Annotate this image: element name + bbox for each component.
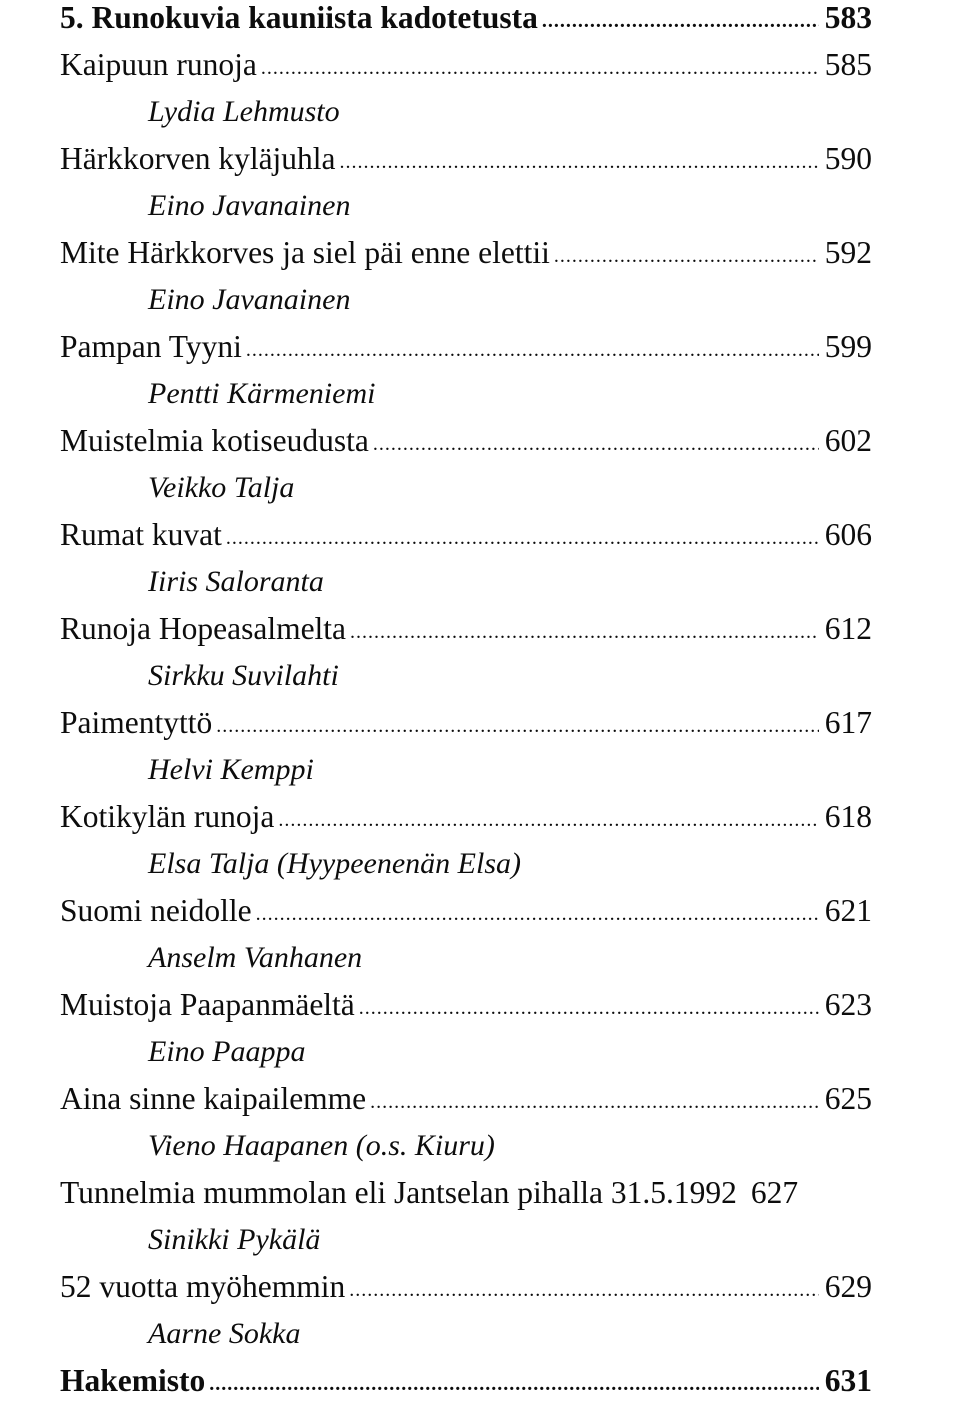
toc-entry [60, 229, 872, 276]
entry-author: Aarne Sokka [148, 1317, 301, 1350]
entry-author: Veikko Talja [148, 471, 295, 504]
toc-entry [60, 981, 872, 1028]
index-title: Hakemisto [60, 1363, 206, 1398]
entry-author: Eino Javanainen [148, 283, 351, 316]
index-row [60, 1357, 872, 1404]
entry-author: Sirkku Suvilahti [148, 659, 339, 692]
entry-author: Elsa Talja (Hyypeenenän Elsa) [148, 847, 521, 880]
section-heading: 5. Runokuvia kauniista kadotetusta [60, 0, 538, 35]
dot-leader [350, 609, 819, 656]
entry-author: Sinikki Pykälä [148, 1223, 321, 1256]
entry-title: Pampan Tyyni [60, 329, 242, 364]
toc-entry [60, 323, 872, 370]
entry-title: Runoja Hopeasalmelta [60, 611, 347, 646]
entry-author: Eino Paappa [148, 1035, 306, 1068]
dot-leader [370, 1079, 819, 1126]
entry-title: Muistoja Paapanmäeltä [60, 987, 355, 1022]
page-number: 606 [824, 517, 872, 552]
toc-entry [60, 793, 872, 840]
table-of-contents [60, 0, 872, 1404]
toc-entry [60, 1169, 872, 1216]
toc-entry [60, 1263, 872, 1310]
page-number: 612 [824, 611, 872, 646]
toc-entry [60, 417, 872, 464]
entry-author: Anselm Vanhanen [148, 941, 363, 974]
entry-author: Helvi Kemppi [148, 753, 314, 786]
page-number: 592 [824, 235, 872, 270]
page-number: 625 [824, 1081, 872, 1116]
entry-author: Vieno Haapanen (o.s. Kiuru) [148, 1129, 495, 1162]
page-number: 629 [824, 1269, 872, 1304]
entry-title: Kaipuun runoja [60, 47, 257, 82]
entry-title: Mite Härkkorves ja siel päi enne elettii [60, 235, 550, 270]
entry-title: Muistelmia kotiseudusta [60, 423, 369, 458]
dot-leader [246, 327, 819, 374]
entry-title: Tunnelmia mummolan eli Jantselan pihalla 31.5.1992 [60, 1175, 737, 1210]
entry-title: Rumat kuvat [60, 517, 222, 552]
entry-title: Suomi neidolle [60, 893, 252, 928]
dot-leader [373, 421, 819, 468]
toc-entry [60, 605, 872, 652]
dot-leader [349, 1267, 819, 1314]
entry-author: Lydia Lehmusto [148, 95, 340, 128]
toc-entry [60, 135, 872, 182]
dot-leader [256, 891, 819, 938]
page-number: 585 [824, 47, 872, 82]
toc-entry [60, 511, 872, 558]
page-number: 627 [750, 1175, 799, 1210]
dot-leader [278, 797, 818, 844]
dot-leader [359, 985, 819, 1032]
page-number: 583 [824, 0, 872, 35]
page-number: 617 [824, 705, 872, 740]
page-number: 602 [824, 423, 872, 458]
page-number: 623 [824, 987, 872, 1022]
page-number: 631 [824, 1363, 872, 1398]
dot-leader [216, 703, 819, 750]
dot-leader [554, 233, 819, 280]
page-number: 621 [824, 893, 872, 928]
entry-title: Paimentyttö [60, 705, 213, 740]
entry-title: 52 vuotta myöhemmin [60, 1269, 346, 1304]
toc-entry [60, 41, 872, 88]
entry-title: Härkkorven kyläjuhla [60, 141, 336, 176]
page-number: 618 [824, 799, 872, 834]
dot-leader [209, 1361, 819, 1408]
entry-author: Iiris Saloranta [148, 565, 324, 598]
dot-leader [340, 139, 819, 186]
toc-entry [60, 699, 872, 746]
page-number: 590 [824, 141, 872, 176]
entry-title: Aina sinne kaipailemme [60, 1081, 367, 1116]
section-heading-row [60, 0, 872, 41]
dot-leader [261, 45, 819, 92]
page-number: 599 [824, 329, 872, 364]
entry-title: Kotikylän runoja [60, 799, 275, 834]
toc-entry [60, 887, 872, 934]
toc-entry [60, 1075, 872, 1122]
entry-author: Pentti Kärmeniemi [148, 377, 376, 410]
dot-leader [226, 515, 819, 562]
entry-author: Eino Javanainen [148, 189, 351, 222]
dot-leader [542, 0, 819, 45]
